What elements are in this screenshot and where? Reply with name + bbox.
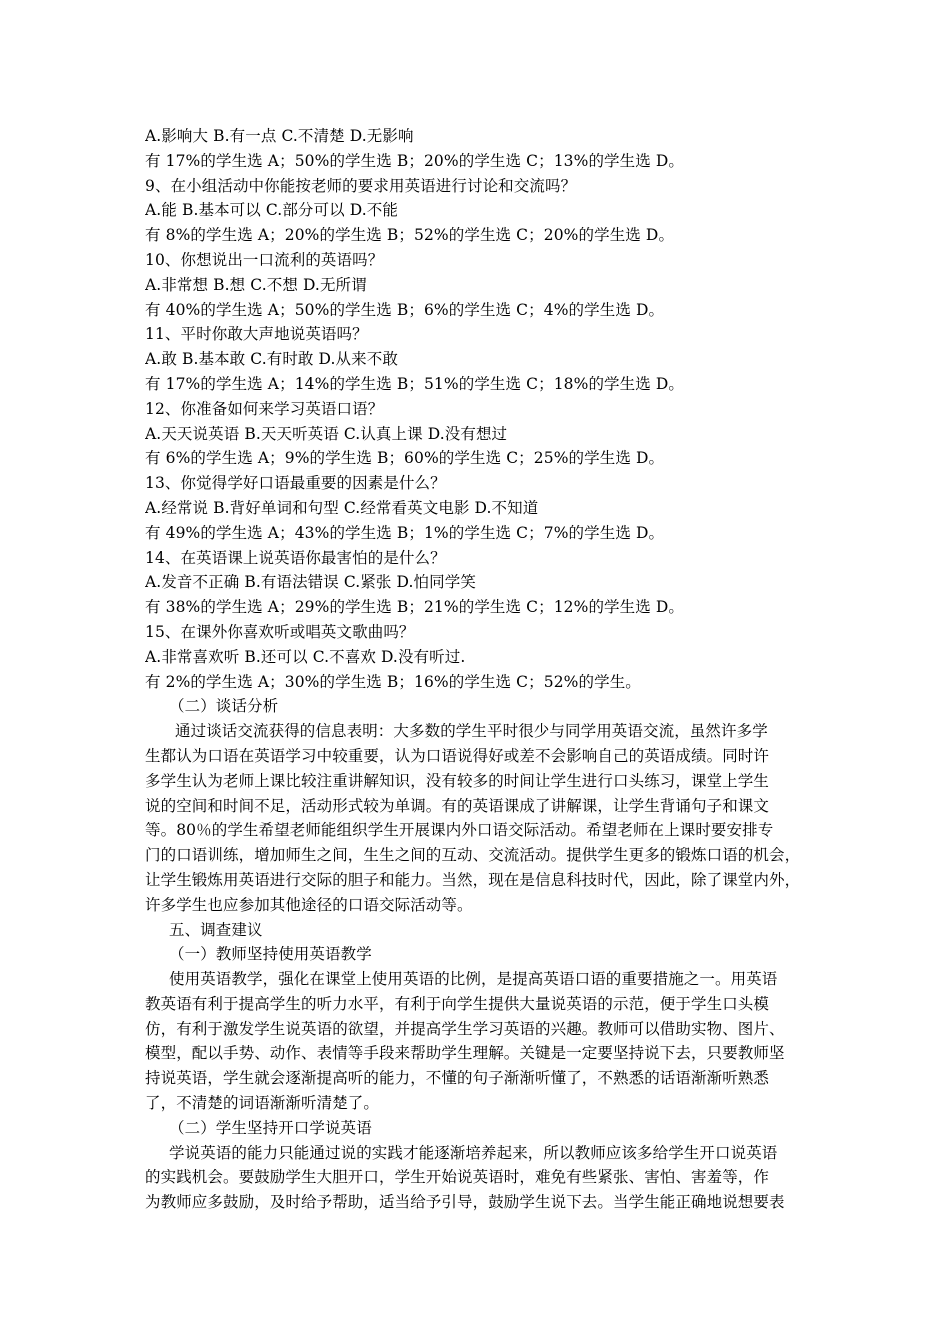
survey-result: 有 38%的学生选 A；29%的学生选 B；21%的学生选 C；12%的学生选 D。 (145, 598, 685, 617)
paragraph-line: 使用英语教学，强化在课堂上使用英语的比例，是提高英语口语的重要措施之一。用英语 (169, 970, 778, 989)
paragraph-line: 模型，配以手势、动作、表情等手段来帮助学生理解。关键是一定要坚持说下去，只要教师坚 (145, 1044, 785, 1063)
section-heading-talk-analysis: （二）谈话分析 (169, 697, 279, 716)
paragraph-line: 让学生锻炼用英语进行交际的胆子和能力。当然，现在是信息科技时代，因此，除了课堂内外， (145, 870, 801, 889)
survey-question: 13、你觉得学好口语最重要的因素是什么？ (145, 474, 446, 493)
survey-options: A.非常喜欢听 B.还可以 C.不喜欢 D.没有听过. (145, 647, 466, 666)
paragraph-line: 仿，有利于激发学生说英语的欲望，并提高学生学习英语的兴趣。教师可以借助实物、图片、 (145, 1019, 785, 1038)
paragraph-line: 为教师应多鼓励，及时给予帮助，适当给予引导，鼓励学生说下去。当学生能正确地说想要表 (145, 1193, 785, 1212)
paragraph-line: 多学生认为老师上课比较注重讲解知识，没有较多的时间让学生进行口头练习，课堂上学生 (145, 771, 770, 790)
paragraph-line: 持说英语，学生就会逐渐提高听的能力，不懂的句子渐渐听懂了，不熟悉的话语渐渐听熟悉 (145, 1069, 770, 1088)
paragraph-line: 通过谈话交流获得的信息表明：大多数的学生平时很少与同学用英语交流，虽然许多学 (175, 722, 768, 741)
survey-result: 有 17%的学生选 A；50%的学生选 B；20%的学生选 C；13%的学生选 D。 (145, 151, 685, 170)
paragraph-line: 等。80％的学生希望老师能组织学生开展课内外口语交际活动。希望老师在上课时要安排专 (145, 821, 774, 840)
survey-question: 12、你准备如何来学习英语口语？ (145, 399, 384, 418)
paragraph-line: 教英语有利于提高学生的听力水平，有利于向学生提供大量说英语的示范，便于学生口头模 (145, 994, 770, 1013)
survey-options: A.影响大 B.有一点 C.不清楚 D.无影响 (145, 127, 414, 145)
subsection-heading: （二）学生坚持开口学说英语 (169, 1118, 372, 1137)
paragraph-line: 了，不清楚的词语渐渐听清楚了。 (145, 1094, 380, 1113)
survey-question: 11、平时你敢大声地说英语吗？ (145, 325, 368, 344)
survey-result: 有 8%的学生选 A；20%的学生选 B；52%的学生选 C；20%的学生选 D。 (145, 226, 675, 245)
survey-question: 9、在小组活动中你能按老师的要求用英语进行讨论和交流吗？ (145, 176, 577, 195)
document-page (145, 124, 817, 1215)
survey-options: A.非常想 B.想 C.不想 D.无所谓 (145, 275, 367, 294)
survey-result: 有 2%的学生选 A；30%的学生选 B；16%的学生选 C；52%的学生。 (145, 672, 641, 691)
survey-options: A.天天说英语 B.天天听英语 C.认真上课 D.没有想过 (145, 424, 508, 443)
paragraph-line: 生都认为口语在英语学习中较重要，认为口语说得好或差不会影响自己的英语成绩。同时许 (145, 746, 770, 765)
survey-options: A.经常说 B.背好单词和句型 C.经常看英文电影 D.不知道 (145, 498, 539, 517)
survey-question: 14、在英语课上说英语你最害怕的是什么？ (145, 548, 446, 567)
paragraph-line: 学说英语的能力只能通过说的实践才能逐渐培养起来，所以教师应该多给学生开口说英语 (169, 1143, 778, 1162)
survey-result: 有 17%的学生选 A；14%的学生选 B；51%的学生选 C；18%的学生选 D。 (145, 374, 685, 393)
survey-options: A.能 B.基本可以 C.部分可以 D.不能 (145, 201, 398, 220)
survey-result: 有 49%的学生选 A；43%的学生选 B；1%的学生选 C；7%的学生选 D。 (145, 523, 665, 542)
survey-result: 有 6%的学生选 A；9%的学生选 B；60%的学生选 C；25%的学生选 D。 (145, 449, 665, 468)
paragraph-line: 许多学生也应参加其他途径的口语交际活动等。 (145, 895, 473, 914)
paragraph-line: 说的空间和时间不足，活动形式较为单调。有的英语课成了讲解课，让学生背诵句子和课文 (145, 796, 770, 815)
survey-question: 15、在课外你喜欢听或唱英文歌曲吗？ (145, 622, 415, 641)
survey-question: 10、你想说出一口流利的英语吗？ (145, 250, 384, 269)
survey-result: 有 40%的学生选 A；50%的学生选 B；6%的学生选 C；4%的学生选 D。 (145, 300, 665, 319)
paragraph-line: 门的口语训练，增加师生之间，生生之间的互动、交流活动。提供学生更多的锻炼口语的机会， (145, 846, 801, 865)
subsection-heading: （一）教师坚持使用英语教学 (169, 945, 372, 964)
section-heading-suggestions: 五、调查建议 (169, 920, 263, 939)
survey-options: A.敢 B.基本敢 C.有时敢 D.从来不敢 (145, 350, 398, 369)
survey-options: A.发音不正确 B.有语法错误 C.紧张 D.怕同学笑 (145, 573, 476, 592)
paragraph-line: 的实践机会。要鼓励学生大胆开口，学生开始说英语时，难免有些紧张、害怕、害羞等，作 (145, 1168, 770, 1187)
